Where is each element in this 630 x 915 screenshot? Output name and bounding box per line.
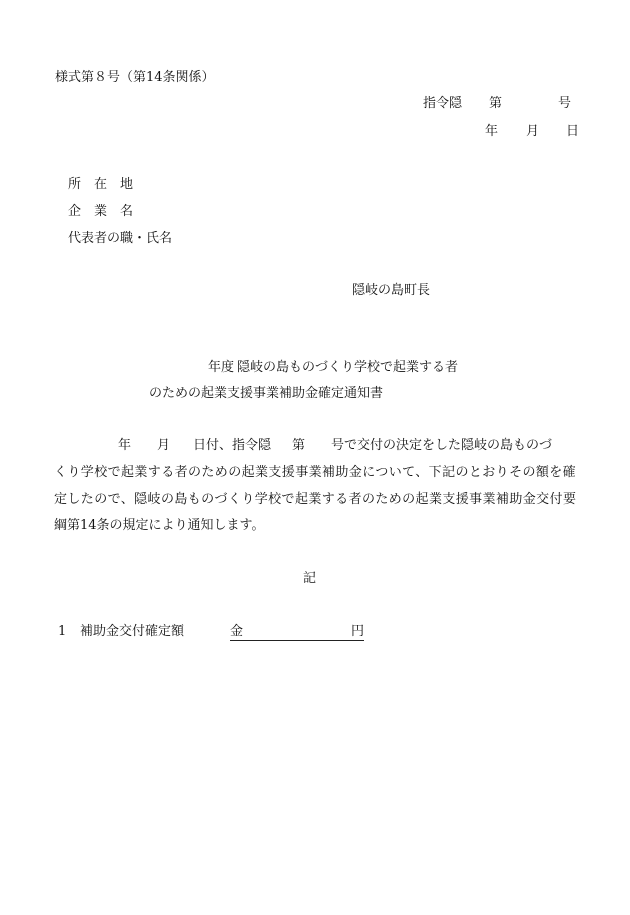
- reference-prefix: 指令隠: [423, 96, 463, 111]
- title-year: 年度: [208, 360, 235, 375]
- ki-heading: 記: [303, 571, 317, 586]
- title-line2: のための起業支援事業補助金確定通知書: [149, 386, 384, 401]
- reference-dai: 第: [489, 96, 503, 111]
- body-line1-rest: 号で交付の決定をした隠岐の島ものづ: [331, 438, 553, 453]
- form-label: 様式第８号（第14条関係）: [55, 70, 215, 85]
- issuer: 隠岐の島町長: [352, 283, 431, 298]
- reference-go: 号: [558, 96, 572, 111]
- item-label: 補助金交付確定額: [80, 624, 185, 639]
- address-label: 所 在 地: [68, 177, 134, 192]
- item-number: 1: [58, 624, 67, 639]
- amount-prefix: 金: [230, 624, 244, 639]
- date-day: 日: [566, 124, 580, 139]
- date-month: 月: [526, 124, 540, 139]
- body-day: 日付、指令隠: [193, 438, 272, 453]
- title-line1: 隠岐の島ものづくり学校で起業する者: [237, 360, 459, 375]
- company-label: 企 業 名: [68, 204, 134, 219]
- body-year: 年: [118, 438, 132, 453]
- body-dai: 第: [292, 438, 306, 453]
- date-year: 年: [485, 124, 499, 139]
- representative-label: 代表者の職・氏名: [68, 231, 173, 246]
- body-line3: 定したので、隠岐の島ものづくり学校で起業する者のための起業支援事業補助金交付要: [54, 492, 577, 507]
- amount-suffix: 円: [350, 624, 364, 639]
- body-line4: 綱第14条の規定により通知します。: [54, 518, 265, 533]
- body-line2: くり学校で起業する者のための起業支援事業補助金について、下記のとおりその額を確: [54, 465, 577, 480]
- body-month: 月: [157, 438, 171, 453]
- amount-field: [230, 624, 364, 641]
